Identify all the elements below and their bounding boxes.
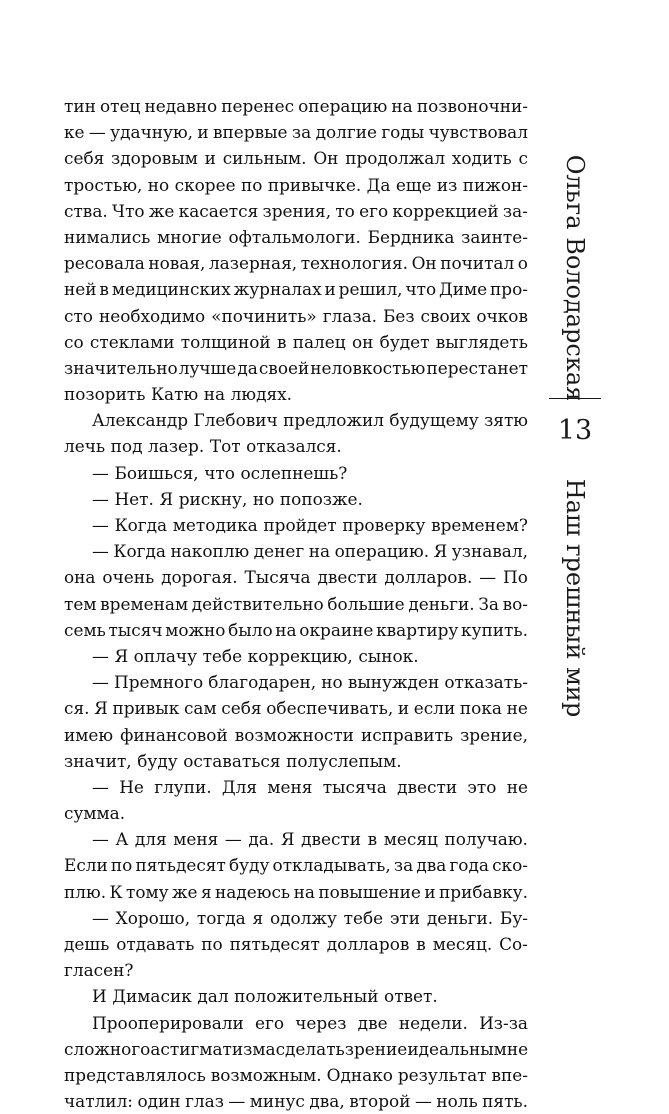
text-line: ства. Что же касается зрения, то его коррекцией за-	[64, 200, 528, 221]
text-line: — Когда методика пройдет проверку временем?	[92, 515, 528, 535]
text-line: сложного астигматизма сделать зрение идеальным не	[64, 1038, 529, 1059]
text-line: плю. К тому же я надеюсь на повышение и прибавку.	[64, 881, 528, 902]
text-line: ресовала новая, лазерная, технология. Он почитал о	[64, 253, 528, 274]
body-text	[64, 93, 528, 1114]
text-line: ся. Я привык сам себя обеспечивать, и если пока не	[64, 698, 528, 719]
text-line: — Боишься, что ослепнешь?	[92, 462, 348, 483]
text-line: Если по пятьдесят буду откладывать, за два года ско-	[64, 855, 528, 876]
running-head-book-title: Наш грешный мир	[561, 478, 589, 718]
text-line: она очень дорогая. Тысяча двести долларов. — По	[64, 567, 528, 588]
text-line: Александр Глебович предложил будущему зятю	[92, 410, 528, 431]
text-line: чатлил: один глаз — минус два, второй — ноль пять.	[64, 1091, 528, 1112]
running-head	[545, 0, 605, 1080]
text-line: нимались многие офтальмологи. Бердника заинте-	[64, 226, 528, 247]
text-line: себя здоровым и сильным. Он продолжал ходить с	[64, 148, 528, 169]
page-number: 13	[557, 415, 593, 446]
text-line: сумма.	[64, 803, 126, 824]
running-head-author: Ольга Володарская	[561, 154, 589, 402]
text-line: тин отец недавно перенес операцию на позвоночни-	[64, 96, 528, 116]
text-line: позорить Катю на людях.	[64, 384, 293, 405]
text-line: лечь под лазер. Тот отказался.	[64, 436, 342, 457]
text-line: тростью, но скорее по привычке. Да еще из пижон-	[64, 174, 528, 195]
running-head-divider	[549, 398, 601, 399]
text-line: — А для меня — да. Я двести в месяц получаю.	[92, 829, 528, 850]
text-line: — Нет. Я рискну, но попозже.	[92, 488, 363, 509]
text-line: — Я оплачу тебе коррекцию, сынок.	[92, 645, 419, 666]
text-line: ке — удачную, и впервые за долгие годы чувствовал	[64, 122, 528, 143]
text-line: значительно лучше да своей неловкостью перестанет	[64, 357, 528, 378]
text-line: И Димасик дал положительный ответ.	[92, 986, 438, 1007]
text-line: представлялось возможным. Однако результат впе-	[64, 1064, 528, 1085]
text-line: тем временам действительно большие деньги. За во-	[64, 593, 528, 614]
text-line: со стеклами толщиной в палец он будет выглядеть	[64, 331, 528, 352]
text-line: — Хорошо, тогда я одолжу тебе эти деньги. Бу-	[92, 907, 528, 928]
text-line: Прооперировали его через две недели. Из-за	[92, 1012, 528, 1033]
text-line: дешь отдавать по пятьдесят долларов в месяц. Со-	[64, 934, 528, 954]
text-line: сто необходимо «починить» глаза. Без своих очков	[64, 305, 528, 326]
text-line: гласен?	[64, 960, 134, 981]
text-line: — Премного благодарен, но вынужден отказать-	[92, 672, 528, 693]
text-line: имею финансовой возможности исправить зрение,	[64, 724, 528, 745]
text-line: ней в медицинских журналах и решил, что Диме про-	[64, 279, 528, 300]
text-line: семь тысяч можно было на окраине квартиру купить.	[64, 619, 528, 640]
text-line: — Когда накоплю денег на операцию. Я узнавал,	[92, 541, 528, 562]
text-line: — Не глупи. Для меня тысяча двести это не	[92, 776, 528, 797]
text-line: значит, буду оставаться полуслепым.	[64, 750, 402, 771]
